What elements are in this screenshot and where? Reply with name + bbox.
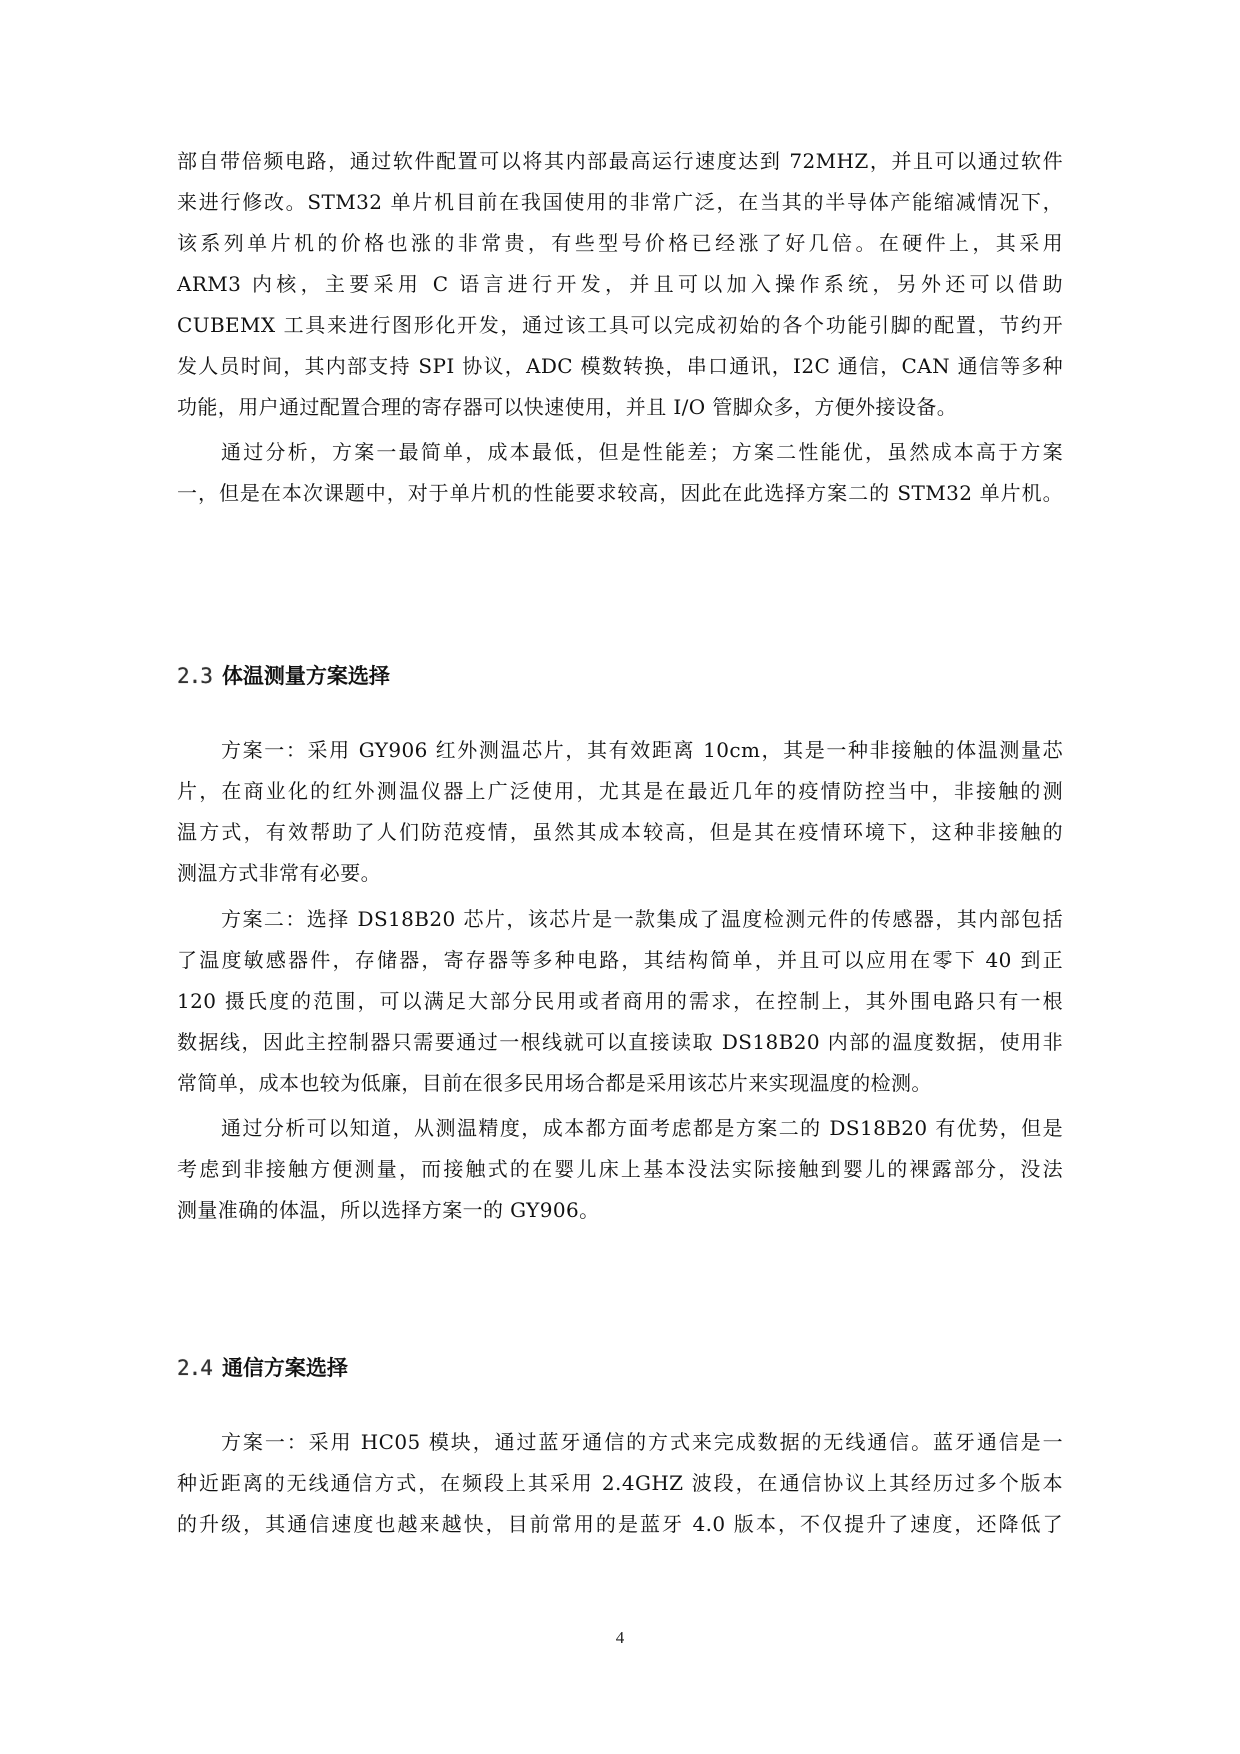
text-line: 功能，用户通过配置合理的寄存器可以快速使用，并且 I/O 管脚众多，方便外接设备。: [177, 395, 958, 419]
paragraph-option-gy906: [177, 730, 1063, 894]
text-line: ARM3 内核，主要采用 C 语言进行开发，并且可以加入操作系统，另外还可以借助: [177, 272, 1063, 296]
text-line: 一，但是在本次课题中，对于单片机的性能要求较高，因此在此选择方案二的 STM32 单片机。: [177, 481, 1063, 505]
text-line: 发人员时间，其内部支持 SPI 协议，ADC 模数转换，串口通讯，I2C 通信，CAN 通信等多种: [177, 354, 1063, 378]
section-number: 2.3: [177, 664, 212, 688]
text-line: 温方式，有效帮助了人们防范疫情，虽然其成本较高，但是其在疫情环境下，这种非接触的: [177, 820, 1063, 844]
text-line: 的升级，其通信速度也越来越快，目前常用的是蓝牙 4.0 版本，不仅提升了速度，还降低了: [177, 1512, 1063, 1536]
text-line: 考虑到非接触方便测量，而接触式的在婴儿床上基本没法实际接触到婴儿的裸露部分，没法: [177, 1157, 1063, 1181]
text-line: 通过分析可以知道，从测温精度，成本都方面考虑都是方案二的 DS18B20 有优势，但是: [221, 1116, 1063, 1140]
section-title: 体温测量方案选择: [221, 664, 390, 688]
text-line: 部自带倍频电路，通过软件配置可以将其内部最高运行速度达到 72MHZ，并且可以通过软件: [177, 149, 1063, 173]
section-heading-2-3: [177, 661, 390, 691]
text-line: 方案一：采用 GY906 红外测温芯片，其有效距离 10cm，其是一种非接触的体温测量芯: [221, 738, 1063, 762]
section-title: 通信方案选择: [221, 1356, 348, 1380]
text-line: 片，在商业化的红外测温仪器上广泛使用，尤其是在最近几年的疫情防控当中，非接触的测: [177, 779, 1063, 803]
section-heading-2-4: [177, 1353, 348, 1383]
section-number: 2.4: [177, 1356, 212, 1380]
paragraph-option-ds18b20: [177, 899, 1063, 1104]
text-line: 了温度敏感器件，存储器，寄存器等多种电路，其结构简单，并且可以应用在零下 40 到正: [177, 948, 1063, 972]
text-line: 方案一：采用 HC05 模块，通过蓝牙通信的方式来完成数据的无线通信。蓝牙通信是一: [221, 1430, 1063, 1454]
text-line: CUBEMX 工具来进行图形化开发，通过该工具可以完成初始的各个功能引脚的配置，节约开: [177, 313, 1063, 337]
text-line: 测温方式非常有必要。: [177, 861, 381, 885]
text-line: 通过分析，方案一最简单，成本最低，但是性能差；方案二性能优，虽然成本高于方案: [221, 440, 1063, 464]
paragraph-option-hc05: [177, 1422, 1063, 1545]
paragraph-temperature-conclusion: [177, 1108, 1063, 1231]
text-line: 120 摄氏度的范围，可以满足大部分民用或者商用的需求，在控制上，其外围电路只有一根: [177, 989, 1063, 1013]
text-line: 种近距离的无线通信方式，在频段上其采用 2.4GHZ 波段，在通信协议上其经历过多个版本: [177, 1471, 1063, 1495]
paragraph-mcu-conclusion: [177, 432, 1063, 514]
text-line: 数据线，因此主控制器只需要通过一根线就可以直接读取 DS18B20 内部的温度数据，使用非: [177, 1030, 1063, 1054]
page-number: 4: [615, 1628, 625, 1647]
text-line: 常简单，成本也较为低廉，目前在很多民用场合都是采用该芯片来实现温度的检测。: [177, 1071, 932, 1095]
paragraph-mcu-description: [177, 141, 1063, 428]
text-line: 测量准确的体温，所以选择方案一的 GY906。: [177, 1198, 600, 1222]
text-line: 来进行修改。STM32 单片机目前在我国使用的非常广泛，在当其的半导体产能缩减情况下，: [177, 190, 1063, 214]
text-line: 方案二：选择 DS18B20 芯片，该芯片是一款集成了温度检测元件的传感器，其内部包括: [221, 907, 1063, 931]
text-line: 该系列单片机的价格也涨的非常贵，有些型号价格已经涨了好几倍。在硬件上，其采用: [177, 231, 1063, 255]
